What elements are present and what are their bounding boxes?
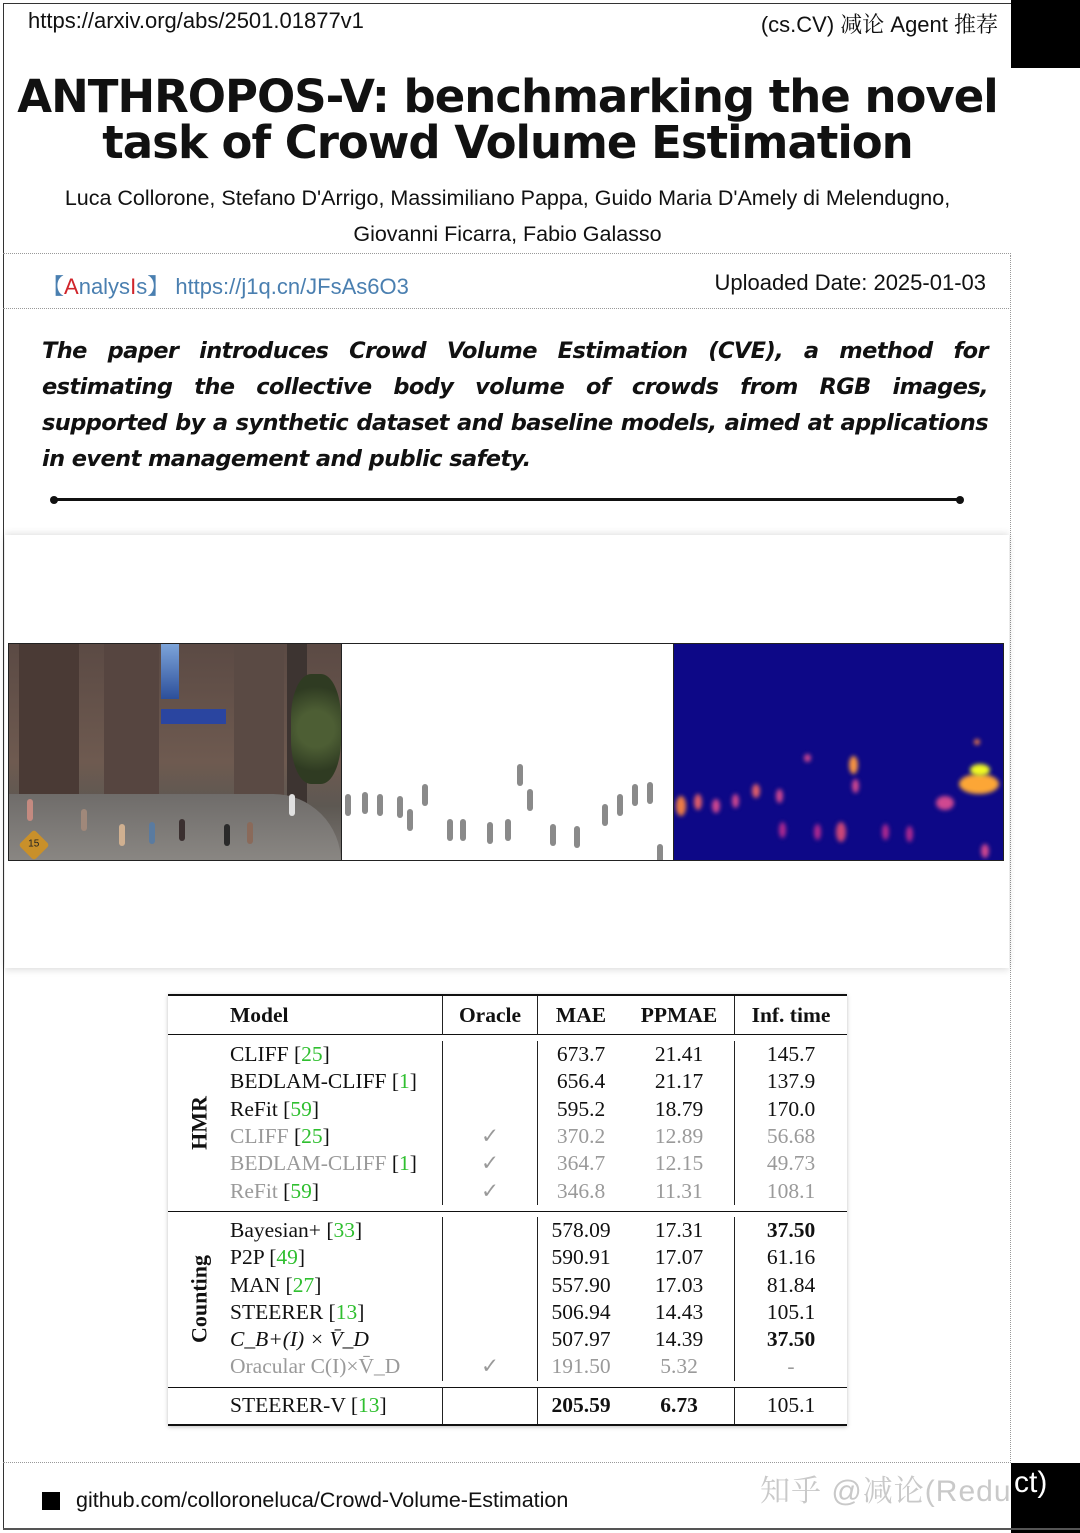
mesh-person: [422, 784, 428, 806]
mesh-person: [602, 804, 608, 826]
arxiv-url[interactable]: https://arxiv.org/abs/2501.01877v1: [28, 8, 364, 33]
results-table: [168, 994, 847, 1426]
heat-blob: [882, 824, 889, 840]
corner-tab-top: [1011, 0, 1080, 68]
heat-blob-peak: [970, 764, 990, 776]
check-icon: ✓: [443, 1353, 538, 1380]
footer: [42, 1488, 568, 1513]
header-bar: [28, 8, 998, 39]
person: [224, 824, 230, 846]
person: [81, 809, 87, 831]
table-row-oracle: CLIFF [25] ✓ 370.2 12.89 56.68: [168, 1123, 847, 1150]
window-glass: [161, 644, 179, 699]
mesh-person: [550, 824, 556, 846]
decorative-rule: [54, 498, 960, 501]
group-hmr: [168, 1041, 230, 1205]
bracket-open: 【: [42, 274, 65, 299]
check-icon: ✓: [443, 1123, 538, 1150]
analysis-i: I: [130, 274, 137, 299]
mesh-person: [397, 796, 403, 818]
mesh-person: [487, 822, 493, 844]
table-row-final: STEERER-V [13] 205.59 6.73 105.1: [168, 1387, 847, 1425]
analysis-row: [42, 270, 986, 301]
mesh-person: [647, 782, 653, 804]
heat-blob: [732, 794, 739, 808]
heat-blob: [849, 756, 858, 774]
table-row: HMR CLIFF [25] 673.7 21.41 145.7: [168, 1041, 847, 1068]
heat-blob: [836, 822, 846, 842]
right-dotted-border: [1010, 255, 1011, 1463]
table-row: STEERER [13] 506.94 14.43 105.1: [168, 1299, 847, 1326]
heat-blob: [814, 824, 821, 840]
building-column: [104, 644, 159, 806]
badge-number: 15: [28, 839, 40, 850]
paper-title: [10, 70, 1005, 169]
bracket-close: 】: [147, 274, 170, 299]
building-column: [19, 644, 79, 806]
repo-link[interactable]: github.com/colloroneluca/Crowd-Volume-Estimation: [76, 1488, 569, 1512]
mesh-person: [345, 794, 351, 816]
check-icon: ✓: [443, 1177, 538, 1204]
heat-blob: [906, 826, 913, 842]
watermark: 知乎 @减论(Redu: [760, 1475, 1012, 1508]
square-bullet-icon: [42, 1492, 60, 1510]
divider: [3, 1462, 1011, 1463]
table-row: C_B+(I) × V̄_D 507.97 14.39 37.50: [168, 1326, 847, 1353]
person: [179, 819, 185, 841]
table-row: ReFit [59] 595.2 18.79 170.0: [168, 1096, 847, 1123]
mesh-person: [460, 819, 466, 841]
col-mae: MAE: [538, 995, 625, 1035]
analysis-a: A: [64, 274, 79, 299]
tree: [291, 674, 341, 784]
table-header-row: [168, 995, 847, 1035]
analysis-end: s: [136, 274, 148, 299]
group-label-counting: Counting: [186, 1254, 212, 1343]
authors-line-1: Luca Collorone, Stefano D'Arrigo, Massimiliano Pappa, Guido Maria D'Amely di Melendugno,: [64, 186, 951, 210]
heat-blob: [676, 796, 686, 816]
table-row: Counting Bayesian+ [33] 578.09 17.31 37.50: [168, 1217, 847, 1244]
heat-blob: [852, 779, 859, 793]
col-oracle: Oracle: [443, 995, 538, 1035]
table-row-oracle: Oracular C(I)×V̄_D ✓ 191.50 5.32 -: [168, 1353, 847, 1380]
heat-blob: [974, 739, 980, 745]
mesh-person: [362, 792, 368, 814]
watermark-end: ct): [1014, 1466, 1048, 1499]
title-line-2: task of Crowd Volume Estimation: [102, 116, 913, 169]
group-label-hmr: HMR: [186, 1096, 212, 1150]
title-line-1: ANTHROPOS-V: benchmarking the novel: [17, 70, 998, 123]
abstract-summary: The paper introduces Crowd Volume Estimation (CVE), a method for estimating the collective body volume of crowds from RGB images, supported by a synthetic dataset and baseline models, aimed at applications in event management and public safety.: [42, 338, 988, 472]
heat-blob: [804, 754, 811, 762]
analysis-mid: nalys: [78, 274, 131, 299]
authors-line-2: Giovanni Ficarra, Fabio Galasso: [353, 222, 662, 246]
mesh-person: [377, 794, 383, 816]
mesh-person: [505, 819, 511, 841]
heat-blob: [936, 796, 954, 810]
heat-blob: [752, 784, 760, 798]
mesh-person: [447, 819, 453, 841]
group-header: [168, 995, 230, 1035]
col-inf-time: Inf. time: [735, 995, 848, 1035]
table-row-oracle: BEDLAM-CLIFF [1] ✓ 364.7 12.15 49.73: [168, 1150, 847, 1177]
analysis-link[interactable]: https://j1q.cn/JFsAs6O3: [175, 274, 409, 299]
volume-density-heatmap: [674, 644, 1003, 860]
heat-blob: [776, 789, 783, 803]
divider: [3, 253, 1011, 254]
table-row: MAN [27] 557.90 17.03 81.84: [168, 1271, 847, 1298]
analysis-link-group[interactable]: [42, 270, 409, 301]
person: [119, 824, 125, 846]
category-label: (cs.CV) 减论 Agent 推荐: [760, 12, 998, 37]
table-row-oracle: ReFit [59] ✓ 346.8 11.31 108.1: [168, 1177, 847, 1204]
table-row: BEDLAM-CLIFF [1] 656.4 21.17 137.9: [168, 1068, 847, 1095]
mesh-person: [657, 844, 663, 860]
person: [27, 799, 33, 821]
blue-awning: [161, 709, 226, 724]
person: [247, 822, 253, 844]
heat-blob: [712, 799, 720, 813]
teaser-figure: [8, 643, 1004, 861]
rgb-crowd-scene: [9, 644, 342, 860]
person: [289, 794, 295, 816]
mesh-person: [527, 789, 533, 811]
heat-blob: [981, 844, 989, 858]
authors: [10, 180, 1005, 252]
building-column: [234, 644, 284, 806]
uploaded-date: Uploaded Date: 2025-01-03: [714, 270, 986, 295]
human-mesh-render: [342, 644, 674, 860]
mesh-person: [407, 809, 413, 831]
mesh-person: [574, 826, 580, 848]
group-counting: [168, 1217, 230, 1381]
mesh-person: [517, 764, 523, 786]
bottom-border: [3, 1528, 1080, 1530]
mesh-person: [632, 784, 638, 806]
col-model: Model: [230, 1002, 289, 1027]
table-row: P2P [49] 590.91 17.07 61.16: [168, 1244, 847, 1271]
col-ppmae: PPMAE: [640, 1002, 718, 1027]
mesh-person: [617, 794, 623, 816]
check-icon: ✓: [443, 1150, 538, 1177]
person: [149, 822, 155, 844]
heat-blob: [694, 794, 702, 810]
heat-blob-dense: [959, 774, 999, 794]
divider: [3, 308, 1011, 309]
heat-blob: [779, 822, 786, 838]
